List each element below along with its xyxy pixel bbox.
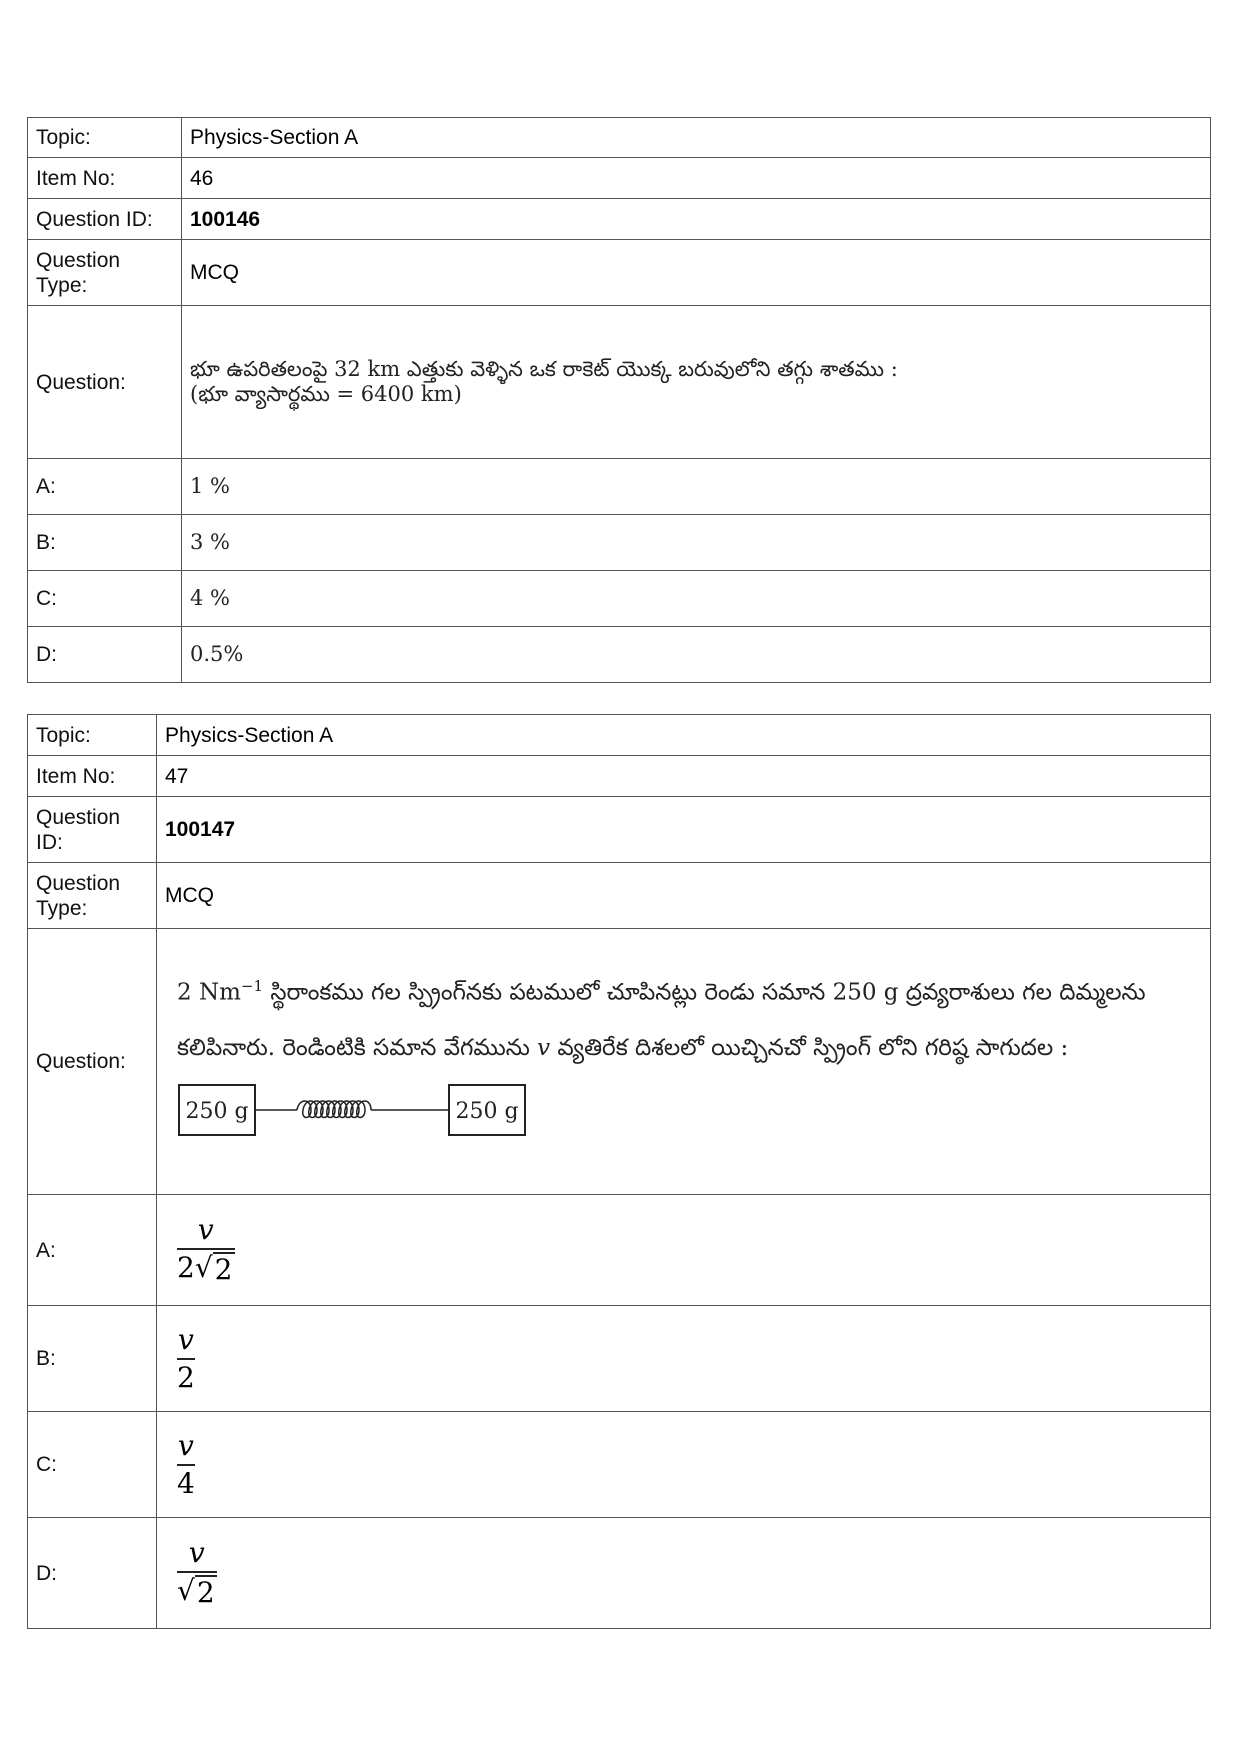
question-type-label: Question Type: xyxy=(28,240,182,306)
spring-mass-diagram xyxy=(177,1082,1198,1161)
option-d-value[interactable] xyxy=(157,1518,1211,1629)
question-id-value: 100147 xyxy=(157,797,1211,863)
option-a-radicand: 2 xyxy=(214,1253,233,1286)
question-type-value: MCQ xyxy=(157,863,1211,929)
fraction-bar xyxy=(177,1358,195,1360)
option-c-value[interactable]: 4 % xyxy=(182,571,1211,627)
option-row-d xyxy=(28,1518,1211,1629)
spring-constant-exponent: −1 xyxy=(240,976,264,995)
option-row-a xyxy=(28,1195,1211,1306)
option-a-numerator: v xyxy=(197,1213,214,1246)
option-b-fraction xyxy=(177,1324,195,1394)
option-c-fraction xyxy=(177,1430,195,1500)
option-row-b xyxy=(28,1306,1211,1412)
question-table-46 xyxy=(27,117,1211,683)
option-row-b xyxy=(28,515,1211,571)
option-a-label: A: xyxy=(28,1195,157,1306)
question-row xyxy=(28,306,1211,459)
question-line-1: భూ ఉపరితలంపై 32 km ఎత్తుకు వెళ్ళిన ఒక రాకెట్ యొక్క బరువులోని తగ్గు శాతము : xyxy=(190,357,898,381)
option-d-numerator: v xyxy=(188,1536,205,1569)
option-b-numerator: v xyxy=(178,1322,194,1356)
question-id-label: Question ID: xyxy=(28,199,182,240)
option-row-d xyxy=(28,627,1211,683)
option-a-denominator xyxy=(177,1252,235,1286)
option-d-radicand: 2 xyxy=(196,1576,215,1609)
question-label: Question: xyxy=(28,306,182,459)
option-row-a xyxy=(28,459,1211,515)
option-row-c xyxy=(28,1412,1211,1518)
spring-constant: 2 Nm xyxy=(177,979,241,1006)
item-row xyxy=(28,756,1211,797)
left-block-label: 250 g xyxy=(185,1099,249,1125)
option-c-value[interactable] xyxy=(157,1412,1211,1518)
option-c-denominator: 4 xyxy=(177,1466,195,1500)
option-b-label: B: xyxy=(28,1306,157,1412)
option-a-value[interactable] xyxy=(157,1195,1211,1306)
velocity-variable: v xyxy=(537,1035,551,1062)
option-c-numerator: v xyxy=(178,1428,194,1462)
sqrt-symbol: √ 2 xyxy=(194,1251,233,1286)
question-id-row xyxy=(28,797,1211,863)
question-line-2: (భూ వ్యాసార్థము = 6400 km) xyxy=(190,382,462,406)
option-d-label: D: xyxy=(28,1518,157,1629)
option-row-c xyxy=(28,571,1211,627)
topic-value: Physics-Section A xyxy=(182,118,1211,158)
topic-row xyxy=(28,118,1211,158)
topic-label: Topic: xyxy=(28,118,182,158)
question-row xyxy=(28,929,1211,1195)
question-text-end: వ్యతిరేక దిశలలో యిచ్చినచో స్ప్రింగ్ లోని గరిష్ఠ సాగుదల : xyxy=(550,1035,1069,1062)
question-text xyxy=(182,306,1211,459)
sqrt-symbol: √ 2 xyxy=(177,1574,215,1609)
item-value: 46 xyxy=(182,158,1211,199)
option-a-value[interactable]: 1 % xyxy=(182,459,1211,515)
option-a-denominator-coefficient: 2 xyxy=(177,1251,195,1284)
question-type-label: Question Type: xyxy=(28,863,157,929)
option-b-value[interactable] xyxy=(157,1306,1211,1412)
option-c-label: C: xyxy=(28,571,182,627)
question-table-47 xyxy=(27,714,1211,1629)
topic-label: Topic: xyxy=(28,715,157,756)
question-type-row xyxy=(28,240,1211,306)
option-b-value[interactable]: 3 % xyxy=(182,515,1211,571)
question-id-row xyxy=(28,199,1211,240)
right-block-label: 250 g xyxy=(455,1099,519,1125)
option-d-value[interactable]: 0.5% xyxy=(182,627,1211,683)
question-type-row xyxy=(28,863,1211,929)
question-text xyxy=(157,929,1211,1195)
fraction-bar xyxy=(177,1571,217,1573)
spring-diagram-svg xyxy=(177,1082,537,1140)
option-a-fraction xyxy=(177,1214,235,1286)
question-type-value: MCQ xyxy=(182,240,1211,306)
question-id-label: Question ID: xyxy=(28,797,157,863)
option-d-denominator xyxy=(177,1575,217,1609)
item-label: Item No: xyxy=(28,756,157,797)
question-id-value: 100146 xyxy=(182,199,1211,240)
item-value: 47 xyxy=(157,756,1211,797)
option-b-label: B: xyxy=(28,515,182,571)
option-d-label: D: xyxy=(28,627,182,683)
item-row xyxy=(28,158,1211,199)
topic-value: Physics-Section A xyxy=(157,715,1211,756)
question-text-middle: స్థిరాంకము గల స్ప్రింగ్‌నకు పటములో చూపినట్లు రెండు సమాన 250 g ద్రవ్యరాశులు గల దిమ్మలను కలిపినారు. రెండింటికి సమాన వేగమును xyxy=(177,979,1146,1062)
fraction-bar xyxy=(177,1248,235,1250)
question-paragraph xyxy=(177,958,1198,1077)
fraction-bar xyxy=(177,1464,195,1466)
option-d-fraction xyxy=(177,1537,217,1609)
topic-row xyxy=(28,715,1211,756)
option-c-label: C: xyxy=(28,1412,157,1518)
question-label: Question: xyxy=(28,929,157,1195)
option-a-label: A: xyxy=(28,459,182,515)
option-b-denominator: 2 xyxy=(177,1360,195,1394)
spring-coil xyxy=(297,1101,371,1118)
item-label: Item No: xyxy=(28,158,182,199)
